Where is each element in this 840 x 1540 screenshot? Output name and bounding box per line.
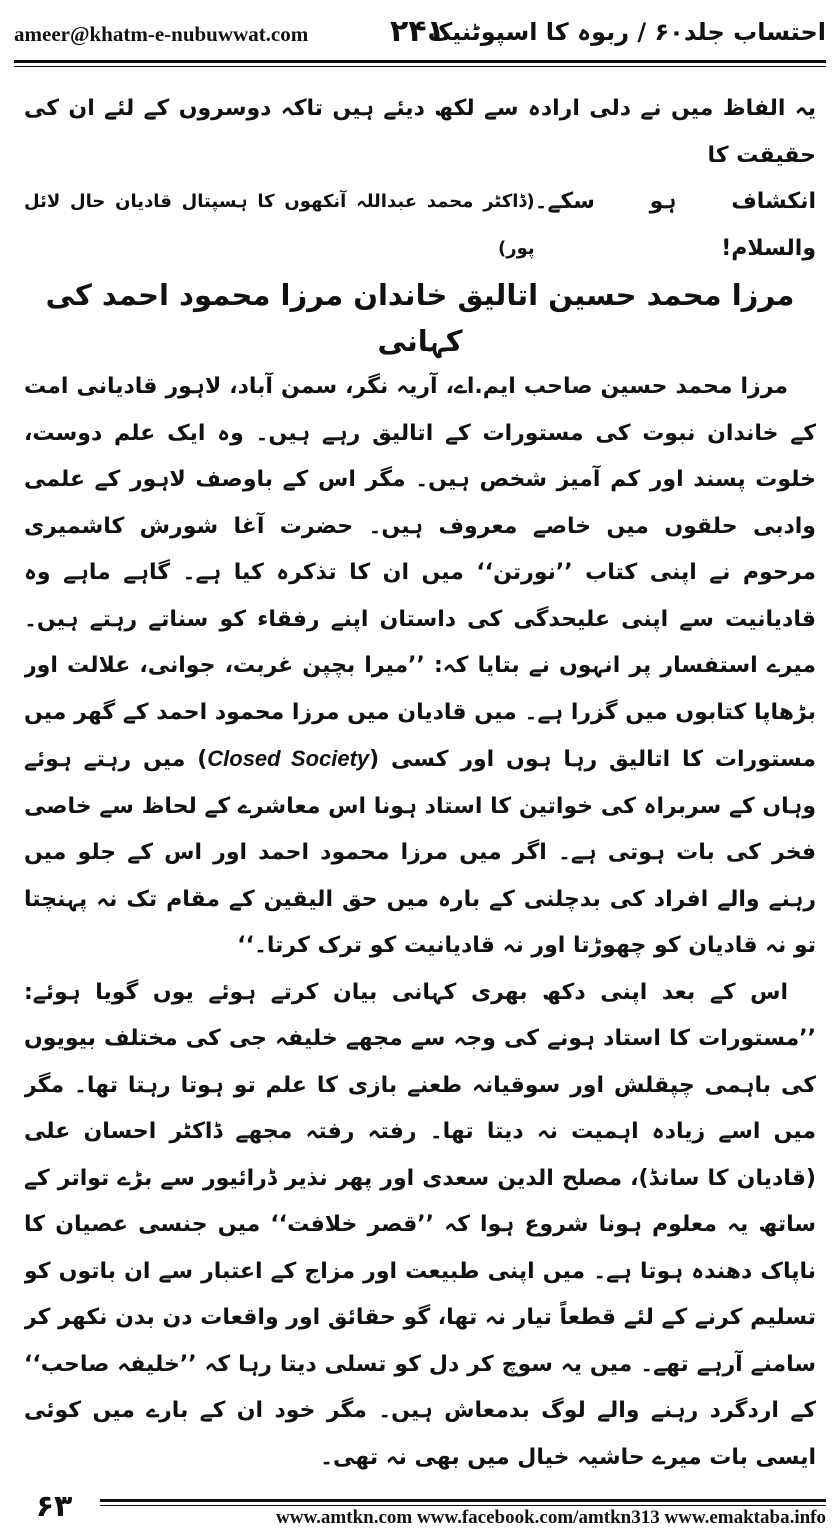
footer-rule-thin	[100, 1505, 826, 1506]
header-rule	[14, 60, 826, 63]
page-header	[14, 14, 826, 56]
closing-salutation: انکشاف ہو سکے۔ والسلام!	[534, 189, 816, 261]
body-text	[24, 86, 816, 1486]
section-heading: مرزا محمد حسین اتالیق خاندان مرزا محمود احمد کی کہانی	[45, 278, 795, 358]
header-email: ameer@khatm-e-nubuwwat.com	[14, 22, 309, 46]
latin-term: Closed Society	[207, 746, 370, 771]
paragraph-1	[24, 364, 816, 970]
body-line-1: یہ الفاظ میں نے دلی ارادہ سے لکھ دیئے ہیں تاکہ دوسروں کے لئے ان کی حقیقت کا	[24, 96, 816, 168]
header-page-number: ۲۴۱	[390, 14, 445, 49]
paragraph-3	[24, 1481, 816, 1486]
footer-page-number: ۶۳	[35, 1489, 73, 1524]
paragraph-1-part-a: مرزا محمد حسین صاحب ایم.اے، آریہ نگر، سمن آباد، لاہور قادیانی امت کے خاندان نبوت کی مستورات کے اتالیق رہے ہیں۔ وہ ایک علم دوست، خلوت پسند اور کم آمیز شخص ہیں۔ مگر اس کے باوصف لاہور کے علمی وادبی حلقوں میں خاصے معروف ہیں۔ حضرت آغا شورش کاشمیری مرحوم نے اپنی کتاب ’’نورتن‘‘ میں ان کا تذکرہ کیا ہے۔ گاہے ماہے وہ قادیانیت سے اپنی علیحدگی کی داستان اپنے رفقاء کو سناتے رہتے ہیں۔ میرے استفسار پر انہوں نے بتایا کہ: ’’میرا بچپن غربت، جوانی، علالت اور بڑھاپا کتابوں میں گزرا ہے۔ میں قادیان میں مرزا محمود احمد کے گھر میں مستورات کا اتالیق رہا ہوں اور کسی (	[24, 374, 816, 772]
paragraph-1-part-b: ) میں رہتے ہوئے وہاں کے سربراہ کی خواتین کا استاد ہونا اس معاشرے کے لحاظ سے خاصی فخر کی بات ہوتی ہے۔ اگر میں مرزا محمود احمد اور اس کے جلو میں رہنے والے افراد کی بدچلنی کے بارہ میں حق الیقین کے مقام تک نہ پہنچتا تو نہ قادیان کو چھوڑتا اور نہ قادیانیت کو ترک کرتا۔‘‘	[24, 747, 816, 958]
paragraph-2: اس کے بعد اپنی دکھ بھری کہانی بیان کرتے ہوئے یوں گویا ہوئے: ’’مستورات کا استاد ہونے کی وجہ سے مجھے خلیفہ جی کی مختلف بیویوں کی باہمی چپقلش اور سوقیانہ طعنے بازی کا علم تو ہوتا رہتا تھا۔ مگر میں اسے زیادہ اہمیت نہ دیتا تھا۔ رفتہ رفتہ مجھے ڈاکٹر احسان علی (قادیان کا سانڈ)، مصلح الدین سعدی اور پھر نذیر ڈرائیور سے بڑے تواتر کے ساتھ یہ معلوم ہونا شروع ہوا کہ ’’قصر خلافت‘‘ میں جنسی عصیان کا ناپاک دھندہ ہوتا ہے۔ میں اپنی طبیعت اور مزاج کے اعتبار سے ان باتوں کو تسلیم کرنے کے لئے قطعاً تیار نہ تھا، گو حقائق اور واقعات دن بدن نکھر کر سامنے آرہے تھے۔ میں یہ سوچ کر دل کو تسلی دیتا رہا کہ ’’خلیفہ صاحب‘‘ کے اردگرد رہنے والے لوگ بدمعاش ہیں۔ مگر خود ان کے بارے میں کوئی ایسی بات میرے حاشیہ خیال میں بھی نہ تھی۔	[24, 979, 816, 1470]
footer-links[interactable]: www.amtkn.com www.facebook.com/amtkn313 www.emaktaba.info	[276, 1507, 826, 1528]
header-title: احتساب جلد۶۰ / ربوہ کا اسپوٹنیک	[427, 18, 826, 46]
page-footer	[14, 1489, 826, 1533]
closing-line	[24, 179, 816, 272]
signature: (ڈاکٹر محمد عبداللہ آنکھوں کا ہسپتال قادیان حال لائل پور)	[24, 191, 535, 259]
header-rule-thin	[14, 66, 826, 67]
footer-rule	[100, 1499, 826, 1502]
